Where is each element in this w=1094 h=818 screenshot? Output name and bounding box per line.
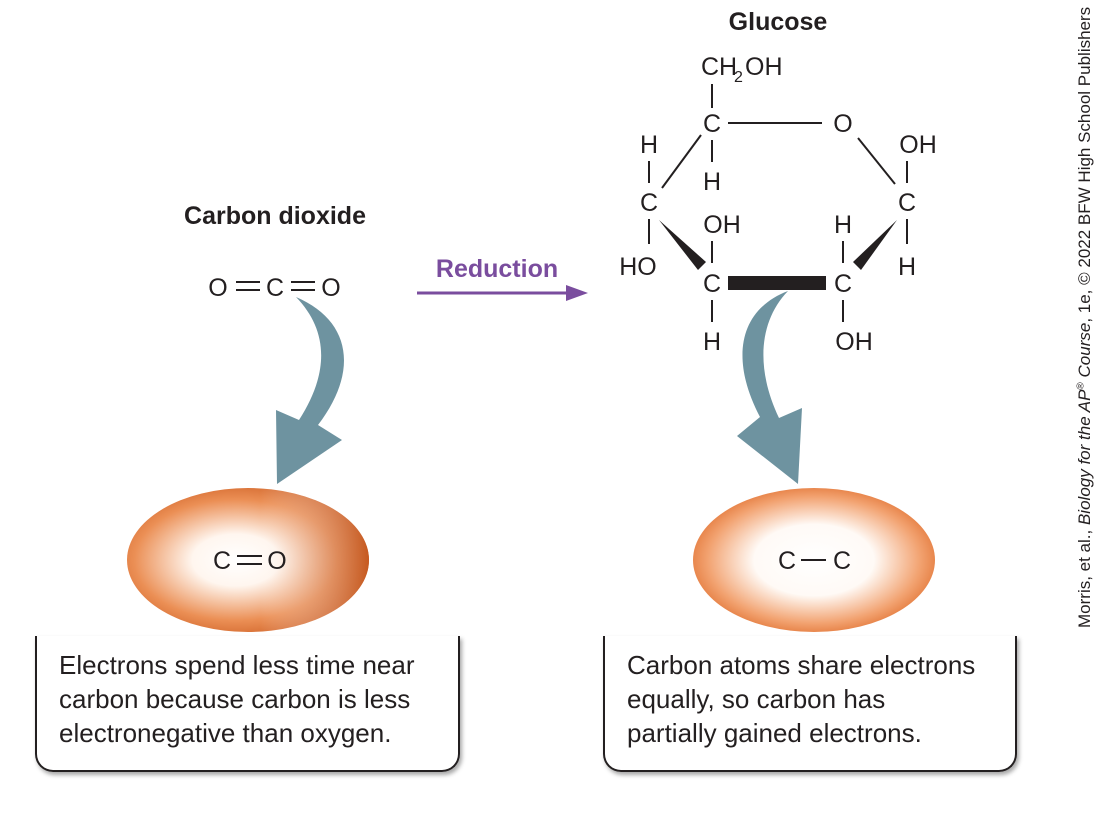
glucose-c5: C [702, 110, 722, 138]
co2-oxygen-left: O [208, 274, 228, 302]
glucose-c3: C [702, 270, 722, 298]
glucose-c3-oh: OH [703, 211, 741, 239]
co-bond-oval [127, 488, 369, 632]
co2-caption-line-3: electronegative than oxygen. [59, 718, 392, 748]
glucose-ring-oxygen: O [833, 110, 853, 138]
oval-carbon: C [212, 547, 232, 575]
co2-oxygen-right: O [321, 274, 341, 302]
glucose-c5-h: H [702, 168, 722, 196]
co2-caption-line-1: Electrons spend less time near [59, 650, 415, 680]
glucose-c1-h: H [897, 253, 917, 281]
glucose-c4-h: H [639, 131, 659, 159]
co2-caption-line-2: carbon because carbon is less [59, 684, 411, 714]
glucose-c1-oh: OH [899, 131, 937, 159]
co2-caption-box [35, 636, 460, 772]
glucose-ch2oh-ch: CH [701, 53, 738, 81]
oval-carbon-right: C [832, 547, 852, 575]
glucose-c2: C [833, 270, 853, 298]
reduction-arrow [417, 285, 588, 301]
glucose-title: Glucose [728, 8, 828, 36]
glucose-c2-oh: OH [835, 328, 873, 356]
oval-carbon-left: C [777, 547, 797, 575]
reduction-label: Reduction [435, 255, 559, 283]
co2-curved-arrow [276, 297, 344, 484]
glucose-curved-arrow [737, 291, 802, 484]
glucose-caption-line-2: equally, so carbon has [627, 684, 886, 714]
glucose-c1: C [897, 189, 917, 217]
glucose-c4: C [639, 189, 659, 217]
glucose-ch2oh-subscript: 2 [734, 69, 743, 86]
glucose-structure [619, 53, 937, 356]
oval-oxygen: O [267, 547, 287, 575]
glucose-c4-ho: HO [619, 253, 657, 281]
glucose-c2-h: H [833, 211, 853, 239]
glucose-c3-h: H [702, 328, 722, 356]
co2-carbon: C [265, 274, 285, 302]
cc-bond-oval [693, 488, 935, 632]
co2-title: Carbon dioxide [184, 202, 366, 230]
co2-structure [208, 274, 340, 302]
glucose-caption-line-1: Carbon atoms share electrons [627, 650, 976, 680]
glucose-caption-line-3: partially gained electrons. [627, 718, 922, 748]
publisher-credit: Morris, et al., Biology for the AP® Course, 1e, © 2022 BFW High School Publishers [1075, 6, 1094, 628]
glucose-caption-box [603, 636, 1017, 772]
glucose-ch2oh-oh: OH [745, 53, 783, 81]
